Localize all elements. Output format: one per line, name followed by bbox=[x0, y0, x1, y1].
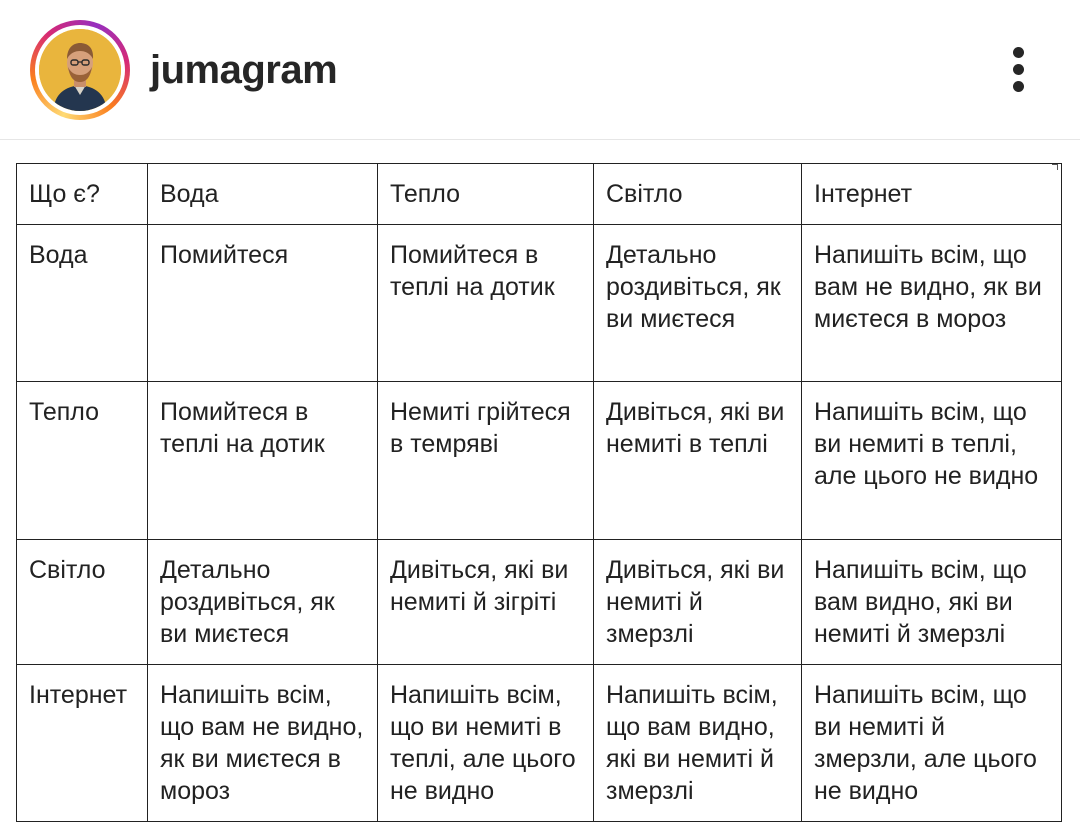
table-cell: Помийтеся в теплі на дотик bbox=[378, 225, 594, 382]
story-ring[interactable] bbox=[30, 20, 130, 120]
table-cell: Помийтеся в теплі на дотик bbox=[148, 382, 378, 540]
avatar-person-icon bbox=[39, 29, 121, 111]
matrix-table bbox=[16, 163, 1062, 822]
table-cell: Детально роздивіться, як ви миєтеся bbox=[148, 540, 378, 665]
header-cell: Що є? bbox=[17, 164, 148, 225]
header-cell: Вода bbox=[148, 164, 378, 225]
more-options-button[interactable] bbox=[1000, 42, 1038, 98]
table-cell: Дивіться, які ви немиті й зігріті bbox=[378, 540, 594, 665]
post-header bbox=[0, 0, 1080, 140]
username-link[interactable]: jumagram bbox=[150, 48, 338, 92]
table-cell: Напишіть всім, що вам видно, які ви немиті й змерзлі bbox=[594, 665, 802, 822]
header-cell: Тепло bbox=[378, 164, 594, 225]
table-row bbox=[17, 540, 1062, 665]
row-label-cell: Інтернет bbox=[17, 665, 148, 822]
avatar[interactable] bbox=[39, 29, 121, 111]
table-cell: Дивіться, які ви немиті в теплі bbox=[594, 382, 802, 540]
more-vertical-icon-dot bbox=[1013, 64, 1024, 75]
table-cell: Напишіть всім, що вам не видно, як ви миєтеся в мороз bbox=[802, 225, 1062, 382]
table-cell: Напишіть всім, що вам видно, які ви немиті й змерзлі bbox=[802, 540, 1062, 665]
table-cell: Напишіть всім, що ви немиті й змерзли, але цього не видно bbox=[802, 665, 1062, 822]
table-cell: Напишіть всім, що вам не видно, як ви миєтеся в мороз bbox=[148, 665, 378, 822]
table-header-row bbox=[17, 164, 1062, 225]
table-cell: Дивіться, які ви немиті й змерзлі bbox=[594, 540, 802, 665]
table-cell: Немиті грійтеся в темряві bbox=[378, 382, 594, 540]
header-cell: Інтернет bbox=[802, 164, 1062, 225]
more-vertical-icon-dot bbox=[1013, 81, 1024, 92]
table-cell: Напишіть всім, що ви немиті в теплі, але цього не видно bbox=[378, 665, 594, 822]
table-cell: Детально роздивіться, як ви миєтеся bbox=[594, 225, 802, 382]
table-row bbox=[17, 382, 1062, 540]
header-cell: Світло bbox=[594, 164, 802, 225]
table-row bbox=[17, 225, 1062, 382]
avatar-frame bbox=[35, 25, 125, 115]
table-row bbox=[17, 665, 1062, 822]
row-label-cell: Тепло bbox=[17, 382, 148, 540]
table-cell: Напишіть всім, що ви немиті в теплі, але цього не видно bbox=[802, 382, 1062, 540]
row-label-cell: Світло bbox=[17, 540, 148, 665]
table-cell: Помийтеся bbox=[148, 225, 378, 382]
more-vertical-icon-dot bbox=[1013, 47, 1024, 58]
row-label-cell: Вода bbox=[17, 225, 148, 382]
